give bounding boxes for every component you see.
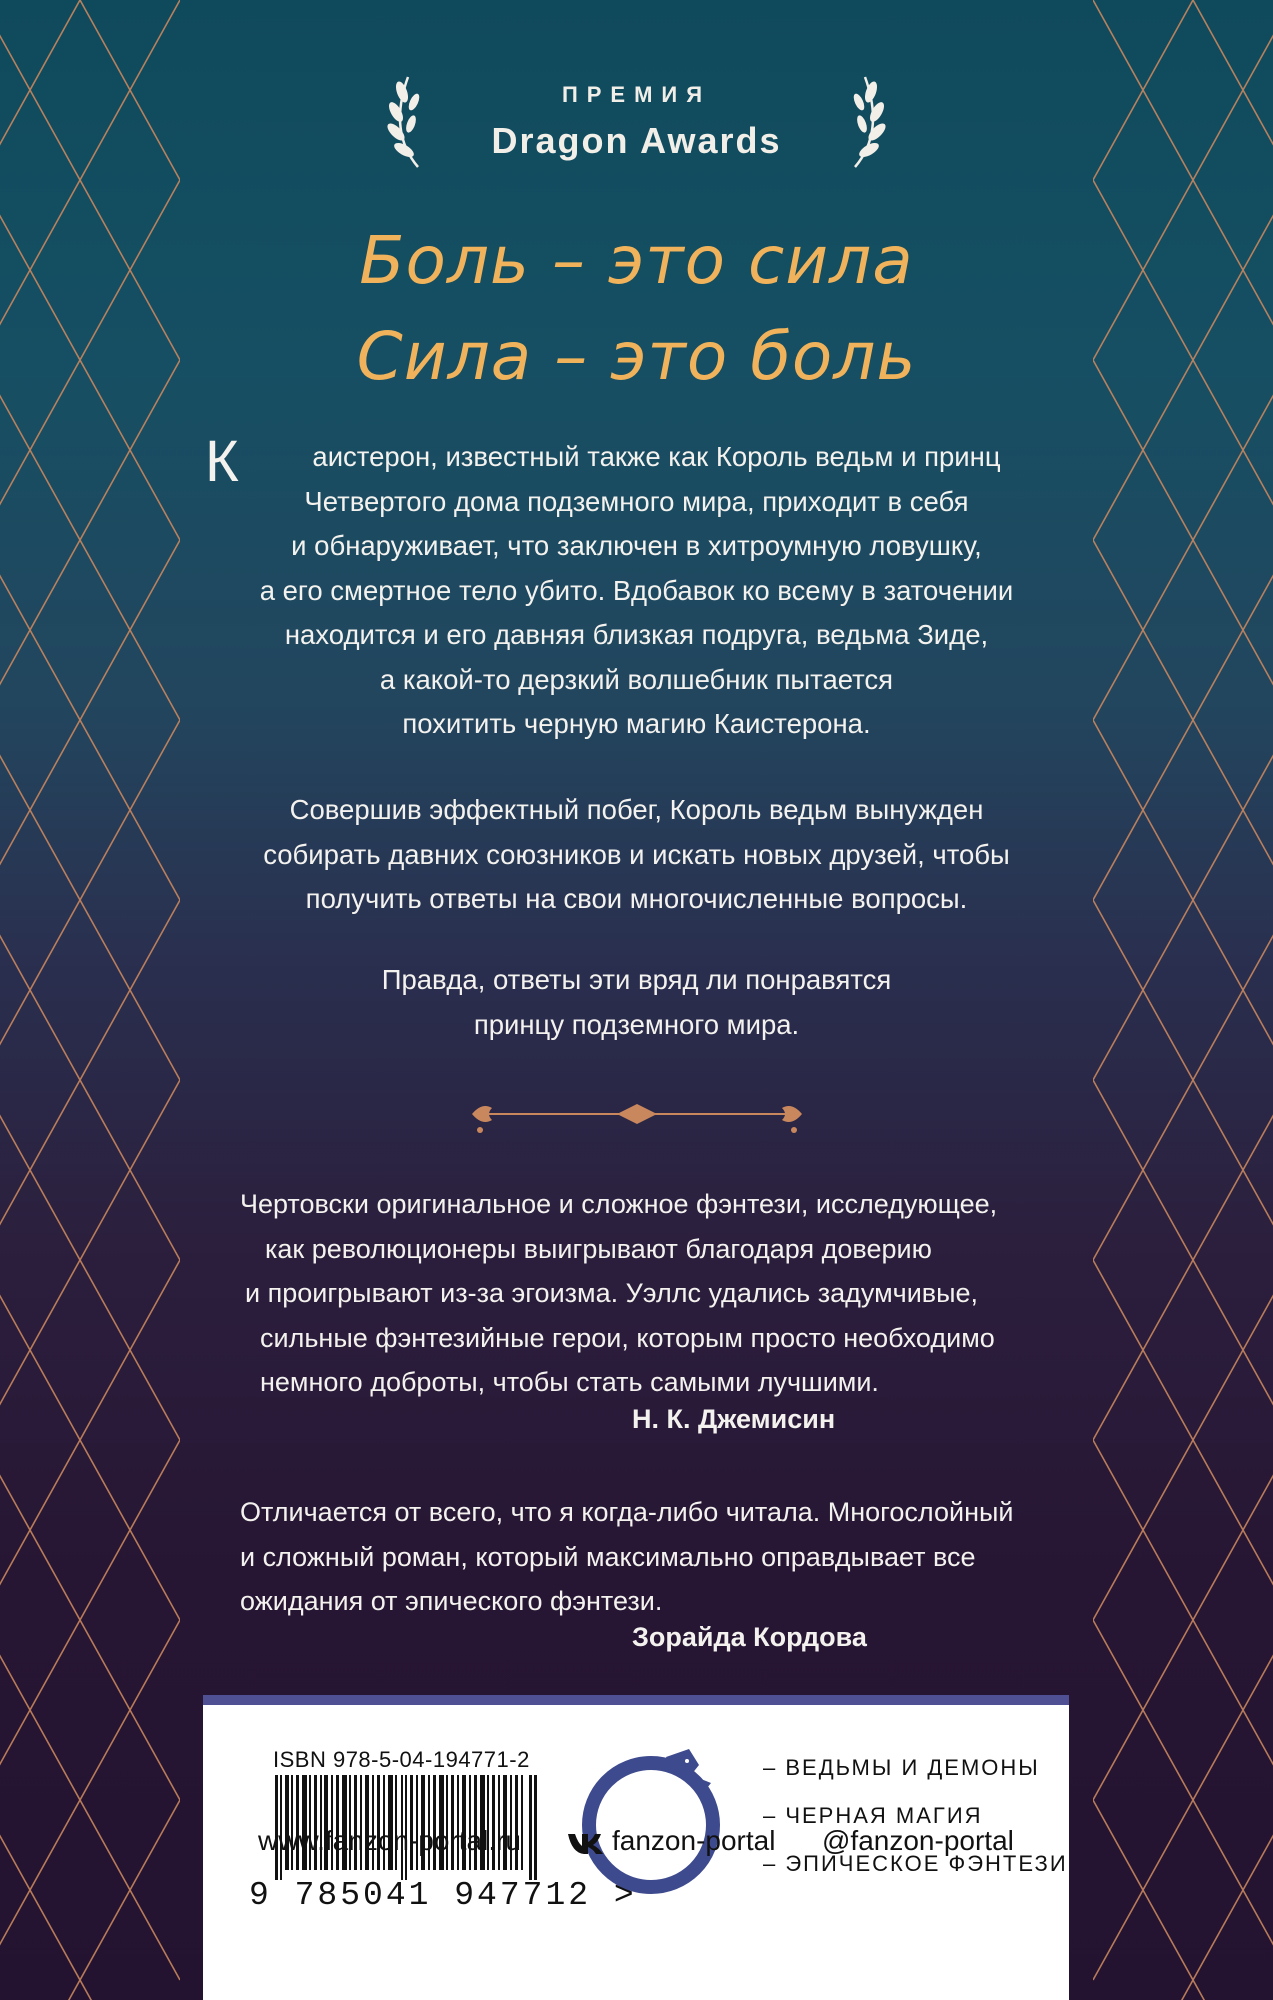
tagline-line-2: Сила – это боль [356, 318, 917, 395]
website-link[interactable]: www.fanzon-portal.ru [258, 1825, 522, 1856]
quote-line: и проигрывают из-за эгоизма. Уэллс удались задумчивые, [245, 1278, 979, 1308]
quote-line: сильные фэнтезийные герои, которым просто необходимо [260, 1322, 995, 1353]
genre-item: – ВЕДЬМЫ И ДЕМОНЫ [763, 1755, 1040, 1780]
blurb-paragraph-2 [190, 788, 1083, 922]
award-label: ПРЕМИЯ [561, 82, 712, 107]
review-quote-1 [240, 1182, 1060, 1405]
blurb-paragraph-1 [190, 435, 1083, 747]
quote-line: ожидания от эпического фэнтези. [240, 1586, 663, 1616]
blurb-paragraph-3 [190, 958, 1083, 1047]
blurb-line: получить ответы на свои многочисленные вопросы. [305, 883, 968, 914]
right-lattice-ornament [1093, 0, 1273, 2000]
left-lattice-ornament [0, 0, 180, 2000]
vk-label: fanzon-portal [612, 1825, 776, 1856]
quote-line: как революционеры выигрывают благодаря доверию [265, 1233, 932, 1264]
laurel-right-icon [835, 72, 895, 172]
barcode-number: 9 785041 947712 > [249, 1877, 637, 1914]
genre-item: – ЧЕРНАЯ МАГИЯ [763, 1803, 983, 1828]
quote-line: и сложный роман, который максимально оправдывает все [240, 1541, 976, 1572]
isbn-label: ISBN 978-5-04-194771-2 [273, 1747, 530, 1772]
quote-author: Зорайда Кордова [632, 1622, 867, 1652]
blurb-line: находится и его давняя близкая подруга, ведьма Зиде, [284, 619, 989, 650]
blurb-line: похитить черную магию Каистерона. [402, 708, 871, 739]
blurb-line: а какой-то дерзкий волшебник пытается [379, 663, 894, 695]
blurb-line: Совершив эффектный побег, Король ведьм вынужден [289, 794, 984, 825]
blurb-line: а его смертное тело убито. Вдобавок ко всему в заточении [259, 574, 1014, 606]
award-name: Dragon Awards [491, 120, 782, 161]
blurb-line: Четвертого дома подземного мира, приходит в себя [304, 485, 969, 517]
social-handle[interactable]: @fanzon-portal [822, 1825, 1014, 1856]
vk-icon [566, 1831, 606, 1855]
drop-cap: К [205, 429, 239, 494]
blurb-line: собирать давних союзников и искать новых друзей, чтобы [263, 838, 1010, 870]
blurb-line: принцу подземного мира. [473, 1008, 800, 1040]
genre-item: – ЭПИЧЕСКОЕ ФЭНТЕЗИ [763, 1851, 1068, 1876]
vk-link[interactable] [566, 1825, 775, 1857]
quote-line: Отличается от всего, что я когда-либо читала. Многослойный [240, 1497, 1014, 1527]
ornament-divider-icon [462, 1094, 812, 1134]
blurb-line: аистерон, известный также как Король ведьм и принц [312, 441, 1001, 472]
panel-accent-bar [203, 1695, 1069, 1705]
quote-author: Н. К. Джемисин [632, 1404, 836, 1434]
blurb-line: и обнаруживает, что заключен в хитроумную ловушку, [291, 530, 982, 561]
review-quote-2 [240, 1490, 1060, 1624]
blurb-line: Правда, ответы эти вряд ли понравятся [381, 964, 892, 995]
tagline-line-1: Боль – это сила [359, 222, 914, 299]
quote-line: немного доброты, чтобы стать самыми лучшими. [260, 1367, 879, 1397]
award-badge [360, 72, 913, 182]
quote-line: Чертовски оригинальное и сложное фэнтези, исследующее, [240, 1189, 998, 1219]
